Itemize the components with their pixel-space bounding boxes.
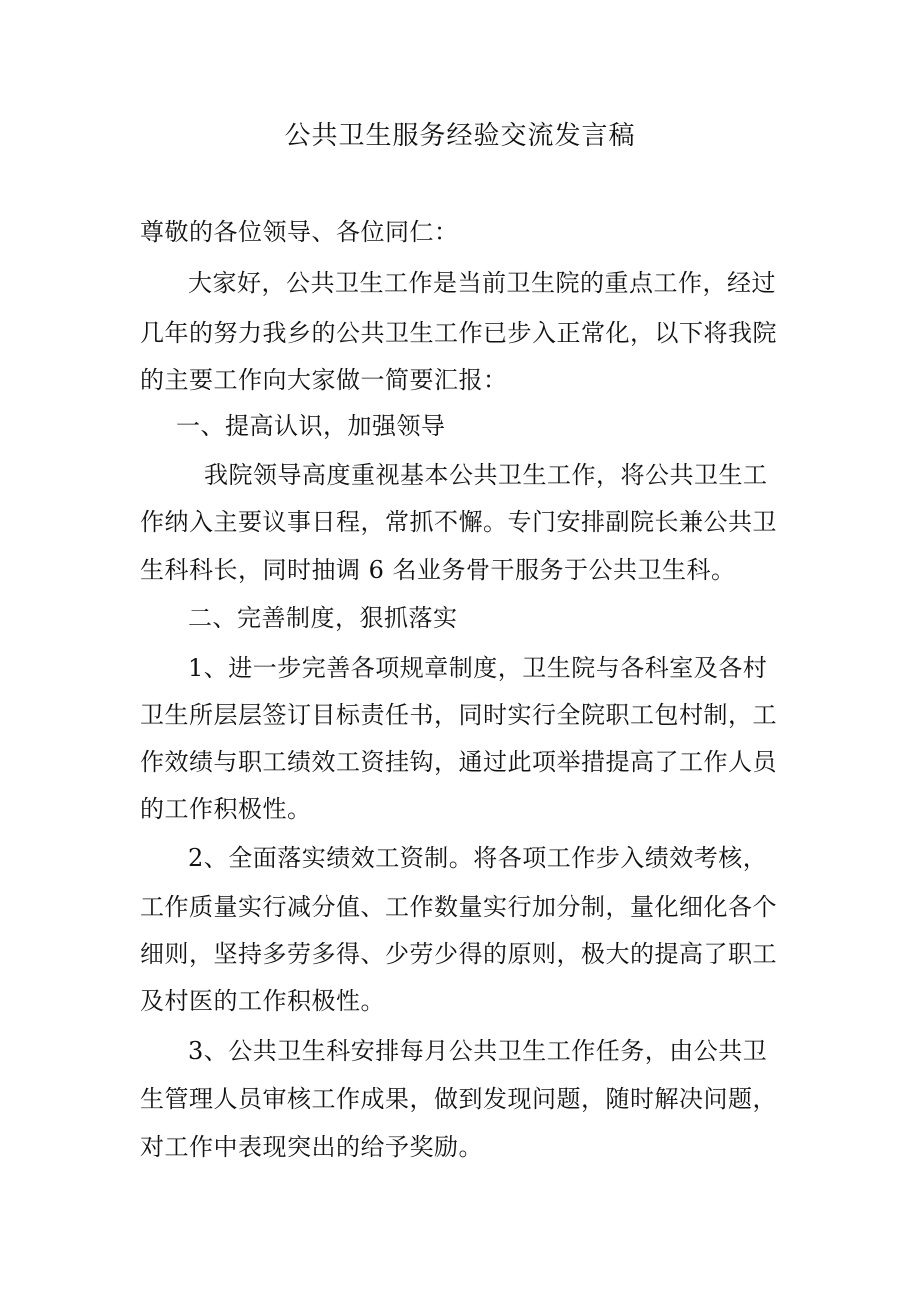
item2-line-2: 工作质量实行减分值、工作数量实行加分制，量化细化各个 [140,893,777,921]
item1-line-3: 作效绩与职工绩效工资挂钩，通过此项举措提高了工作人员 [140,748,777,776]
item1-line-1: 1、进一步完善各项规章制度，卫生院与各科室及各村 [188,654,768,682]
item3-line-3: 对工作中表现突出的给予奖励。 [140,1133,483,1161]
section-heading-1: 一、提高认识，加强领导 [176,412,446,440]
document-title: 公共卫生服务经验交流发言稿 [284,121,636,151]
intro-line-2: 几年的努力我乡的公共卫生工作已步入正常化，以下将我院 [140,319,777,347]
item2-line-4: 及村医的工作积极性。 [140,987,385,1015]
intro-line-1: 大家好，公共卫生工作是当前卫生院的重点工作，经过 [188,269,776,297]
section-heading-2: 二、完善制度，狠抓落实 [188,604,458,632]
section1-line-3: 生科科长，同时抽调 6 名业务骨干服务于公共卫生科。 [140,556,736,584]
item3-line-2: 生管理人员审核工作成果，做到发现问题，随时解决问题， [140,1085,777,1113]
salutation-line: 尊敬的各位领导、各位同仁： [140,218,459,246]
section1-line-1: 我院领导高度重视基本公共卫生工作，将公共卫生工 [204,461,768,489]
item2-line-3: 细则，坚持多劳多得、少劳少得的原则，极大的提高了职工 [140,940,777,968]
item2-line-1: 2、全面落实绩效工资制。将各项工作步入绩效考核， [188,844,768,872]
intro-line-3: 的主要工作向大家做一简要汇报： [140,366,508,394]
item1-line-4: 的工作积极性。 [140,795,312,823]
item3-line-1: 3、公共卫生科安排每月公共卫生工作任务，由公共卫 [188,1037,768,1065]
section1-line-2: 作纳入主要议事日程，常抓不懈。专门安排副院长兼公共卫 [140,508,777,536]
item1-line-2: 卫生所层层签订目标责任书，同时实行全院职工包村制，工 [140,701,777,729]
